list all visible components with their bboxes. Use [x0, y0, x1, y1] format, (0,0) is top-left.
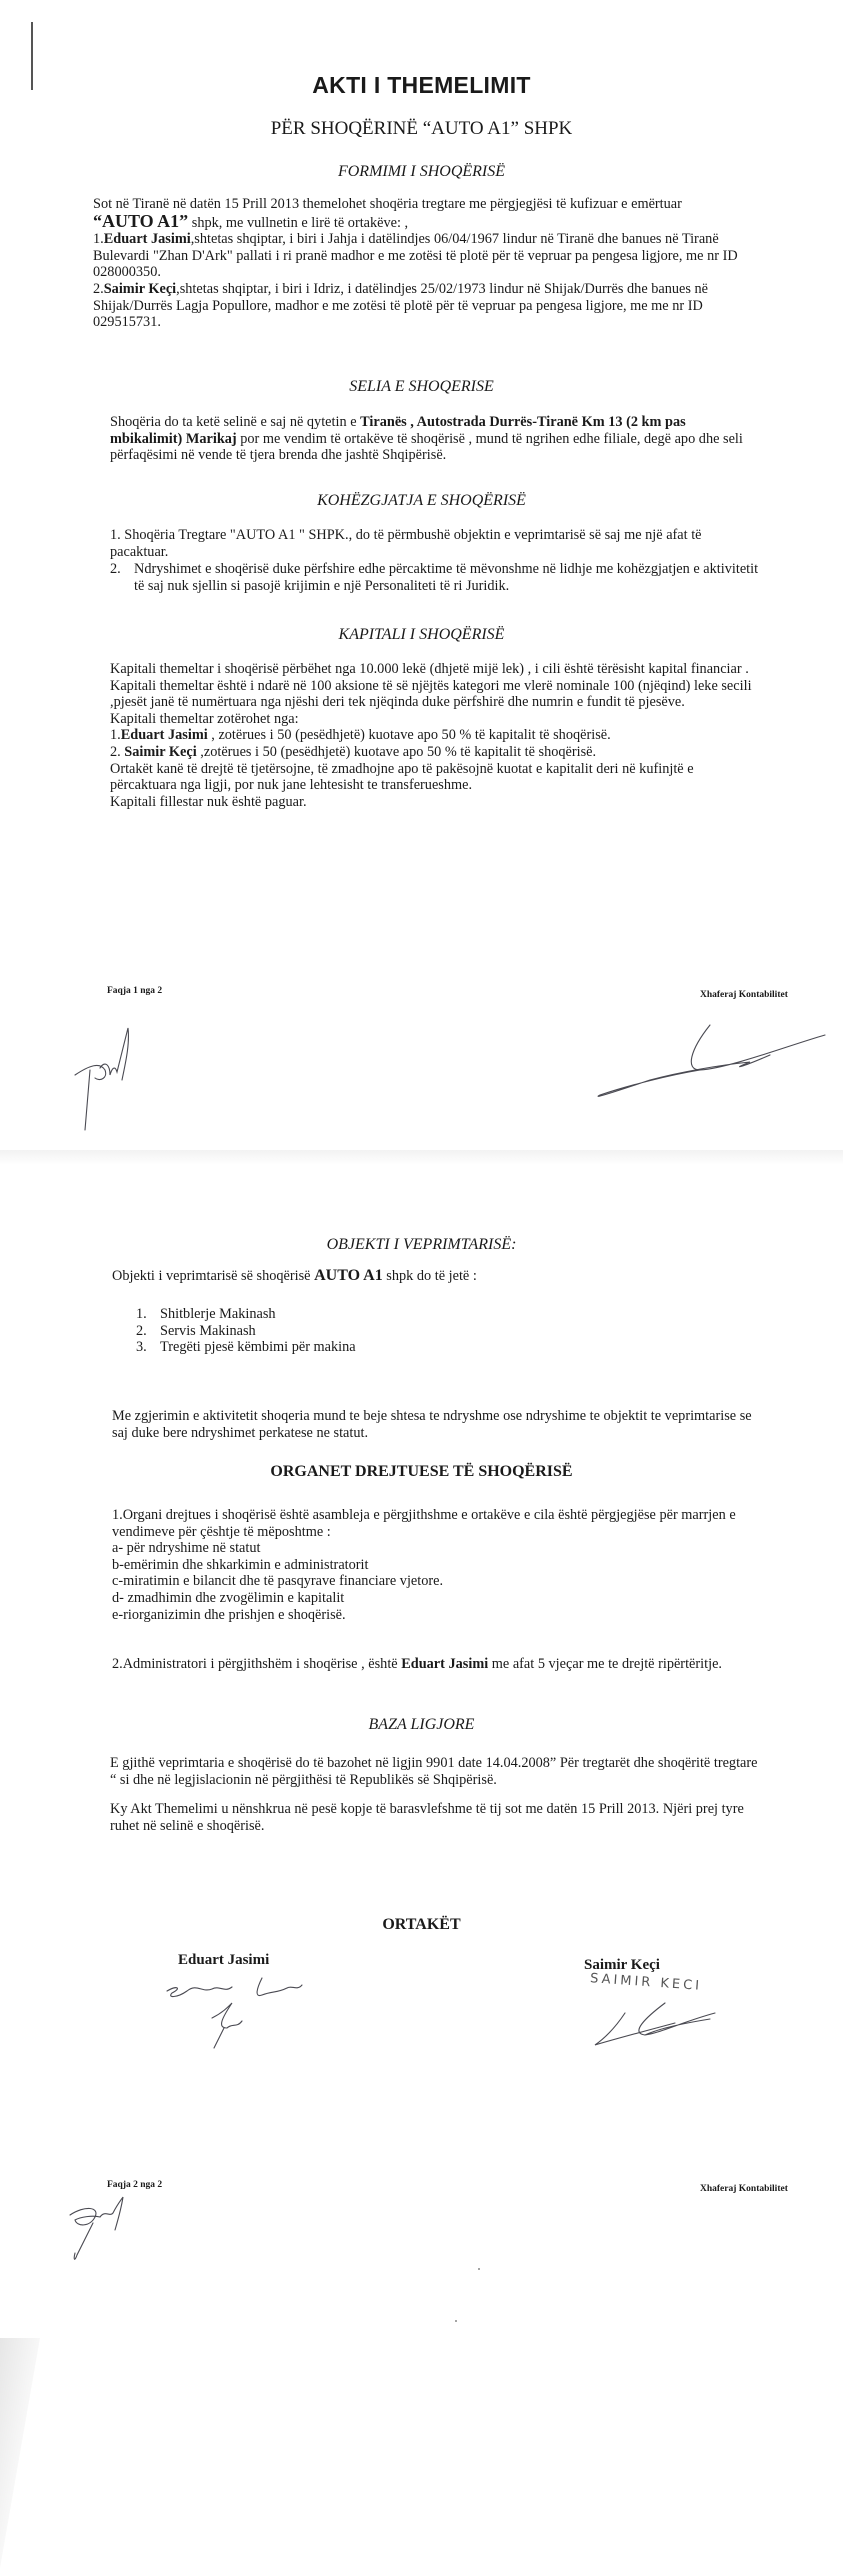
partner-left-name: Eduart Jasimi — [178, 1952, 270, 1968]
document-page-1 — [0, 0, 843, 1150]
heading-ortaket: ORTAKËT — [382, 1916, 461, 1933]
organet-text-1: 1.Organi drejtues i shoqërisë është asambleja e përgjithshme e ortakëve e cila është përgjegjëse për marrjen e vendimeve për çështje të mëposhtme : — [112, 1507, 736, 1540]
kapitali-text-2: Kapitali themeltar zotërohet nga: — [110, 710, 299, 727]
organet-point: a- për ndryshime në statut — [112, 1540, 261, 1557]
scan-speck — [455, 2320, 457, 2322]
activity-label: Tregëti pjesë këmbimi për makina — [160, 1339, 356, 1356]
organet-point: d- zmadhimin dhe zvogëlimin e kapitalit — [112, 1589, 345, 1606]
company-name: “AUTO A1” — [93, 210, 189, 231]
signature-accountant-page-1 — [590, 1020, 830, 1100]
organet-paragraph — [112, 1507, 762, 1623]
partner-2-text: ,shtetas shqiptar, i biri i Idriz, i datëlindjes 25/02/1973 lindur në Shijak/Durrës dhe banues në Shijak/Durrës Lagja Popullore, madhor e me zotësi të plotë për të vepruar pa pengesa ligjore, me me nr ID 029515731. — [93, 280, 709, 331]
partner-1-text: ,shtetas shqiptar, i biri i Jahja i datëlindjes 06/04/1967 lindur në Tiranë dhe banues në Tiranë Bulevardi "Zhan D'Ark" pallati i ri pranë madhor e me zotësi të plotë për të vepruar pa pengesa ligjore, me nr ID 028000350. — [93, 231, 738, 281]
formimi-intro — [93, 196, 753, 231]
activity-num: 2. — [136, 1322, 147, 1339]
document-page-2 — [0, 1165, 843, 2332]
activity-item — [136, 1323, 356, 1340]
partner-2 — [93, 281, 753, 331]
partner-1-num: 1. — [93, 231, 104, 248]
admin-name: Eduart Jasimi — [401, 1656, 489, 1672]
document-title: AKTI I THEMELIMIT — [312, 72, 531, 98]
kohezgjatja-item-2: Ndryshimet e shoqërisë duke përfshire edhe përcaktime të mëvonshme në lidhje me kohëzgjatjen e aktivitetit të saj nuk sjellin si pasojë krijimin e një Personaliteti të ri Juridik. — [134, 561, 759, 594]
activity-num: 3. — [136, 1339, 147, 1356]
organet-point: e-riorganizimin dhe prishjen e shoqërisë. — [112, 1606, 346, 1623]
selia-paragraph — [110, 414, 760, 464]
page-number-2: Faqja 2 nga 2 — [107, 2180, 163, 2190]
partner-right-name: Saimir Keçi — [584, 1957, 660, 1973]
heading-formimi: FORMIMI I SHOQËRISË — [337, 163, 506, 180]
partner-2-num: 2. — [93, 280, 104, 297]
heading-kohezgjatja: KOHËZGJATJA E SHOQËRISË — [317, 492, 526, 509]
baza-text-1: E gjithë veprimtaria e shoqërisë do të bazohet në ligjin 9901 date 14.04.2008” Për tregtarët dhe shoqëritë tregtare “ si dhe në legjislacionin në përgjithësi të Republikës së Shqipërisë. — [110, 1755, 758, 1788]
selia-text-a: Shoqëria do ta ketë selinë e saj në qytetin e — [110, 414, 361, 430]
scan-speck — [478, 2268, 480, 2270]
signature-initials-page-2 — [65, 2195, 155, 2285]
activity-num: 1. — [136, 1306, 147, 1322]
organet-administrator — [112, 1656, 762, 1673]
heading-objekti: OBJEKTI I VEPRIMTARISË: — [326, 1236, 517, 1253]
page-separator — [0, 1150, 843, 1165]
activity-item — [136, 1339, 356, 1356]
handwritten-name-saimir-keci: SAIMIR KECI — [589, 1971, 703, 1994]
footer-company-1: Xhaferaj Kontabilitet — [700, 990, 788, 1000]
owner-1-name: Eduart Jasimi — [120, 727, 208, 744]
baza-text-2: Ky Akt Themelimi u nënshkrua në pesë kopje të barasvlefshme të tij sot me datën 15 Prill 2013. Njëri prej tyre ruhet në selinë e shoqërisë. — [110, 1801, 744, 1834]
owner-1-text: , zotërues i 50 (pesëdhjetë) kuotave apo 50 % të kapitalit të shoqërisë. — [207, 727, 611, 744]
kapitali-text-4: Kapitali fillestar nuk është paguar. — [110, 793, 307, 810]
kapitali-paragraph — [110, 661, 760, 810]
owner-2-num: 2. — [110, 743, 125, 760]
intro-text: Sot në Tiranë në datën 15 Prill 2013 themelohet shoqëria tregtare me përgjegjësi të kufizuar e emërtuar — [93, 196, 682, 212]
intro-text-2: shpk, me vullnetin e lirë të ortakëve: , — [188, 214, 409, 231]
selia-text-b: por me vendim të ortakëve të shoqërisë , mund të ngrihen edhe filiale, degë apo dhe seli përfaqësimi në vende të tjera brenda dhe jashtë Shqipërisë. — [110, 430, 743, 464]
owner-2 — [110, 744, 760, 761]
activity-label: Shitblerje Makinash — [160, 1306, 276, 1322]
kapitali-text-1: Kapitali themeltar i shoqërisë përbëhet nga 10.000 lekë (dhjetë mijë lek) , i cili është tërësisht kapital financiar . Kapitali themeltar është i ndarë në 100 aksione të së njëjtës kategori me vlerë nominale 100 (njëqind) leke secili ,pjesët janë të numërtuara nga njëshi deri tek njëqinda duke përfshirë dhe numrin e fundit të pjesëve. — [110, 661, 752, 711]
kohezgjatja-item-2-num: 2. — [110, 561, 121, 577]
admin-text-a: 2.Administratori i përgjithshëm i shoqërise , është — [112, 1656, 402, 1672]
signature-eduart-jasimi — [162, 1973, 332, 2048]
partner-1-name: Eduart Jasimi — [103, 231, 191, 248]
activity-list — [136, 1306, 356, 1356]
selia-address: Tiranës , Autostrada Durrës-Tiranë Km 13 (2 km pas mbikalimit) Marikaj — [110, 414, 686, 447]
partner-2-name: Saimir Keçi — [103, 280, 177, 297]
signature-initials-page-1 — [70, 1020, 160, 1130]
footer-company-2: Xhaferaj Kontabilitet — [700, 2184, 788, 2194]
heading-kapitali: KAPITALI I SHOQËRISË — [338, 626, 505, 643]
owner-2-name: Saimir Keçi — [124, 743, 197, 760]
page-number-1: Faqja 1 nga 2 — [107, 986, 163, 996]
scan-page-edge — [0, 2338, 40, 2568]
admin-text-b: me afat 5 vjeçar me te drejtë ripërtëritje. — [488, 1656, 722, 1672]
objekti-intro — [112, 1268, 762, 1285]
organet-point: c-miratimin e bilancit dhe të pasqyrave financiare vjetore. — [112, 1573, 444, 1590]
objekti-intro-text-2: shpk do të jetë : — [382, 1268, 477, 1284]
formimi-paragraph — [93, 196, 753, 331]
partner-1 — [93, 231, 753, 281]
heading-organet: ORGANET DREJTUESE TË SHOQËRISË — [270, 1463, 573, 1480]
heading-selia: SELIA E SHOQERISE — [349, 378, 494, 395]
owner-1-num: 1. — [110, 727, 121, 744]
owner-1 — [110, 727, 760, 744]
objekti-company-name: AUTO A1 — [314, 1267, 383, 1284]
owner-2-text: ,zotërues i 50 (pesëdhjetë) kuotave apo 50 % të kapitalit të shoqërisë. — [196, 743, 597, 760]
organet-point: b-emërimin dhe shkarkimin e administratorit — [112, 1556, 369, 1573]
objekti-intro-text: Objekti i veprimtarisë së shoqërisë — [112, 1268, 315, 1284]
activity-label: Servis Makinash — [160, 1322, 256, 1339]
kohezgjatja-item-1: 1. Shoqëria Tregtare "AUTO A1 " SHPK., do të përmbushë objektin e veprimtarisë së saj me një afat të pacaktuar. — [110, 527, 702, 560]
kapitali-text-3: Ortakët kanë të drejtë të tjetërsojne, të zmadhojne apo të pakësojnë kuotat e kapitalit deri në kufinjtë e përcaktuara nga ligji, por nuk jane lehtesisht te transferueshme. — [110, 760, 694, 794]
objekti-extension: Me zgjerimin e aktivitetit shoqeria mund te beje shtesa te ndryshme ose ndryshime te objektit te veprimtarise se saj duke bere ndryshimet perkatese ne statut. — [112, 1408, 752, 1441]
heading-baza: BAZA LIGJORE — [368, 1716, 475, 1733]
document-subtitle: PËR SHOQËRINË “AUTO A1” SHPK — [270, 118, 573, 139]
activity-item — [136, 1306, 356, 1323]
